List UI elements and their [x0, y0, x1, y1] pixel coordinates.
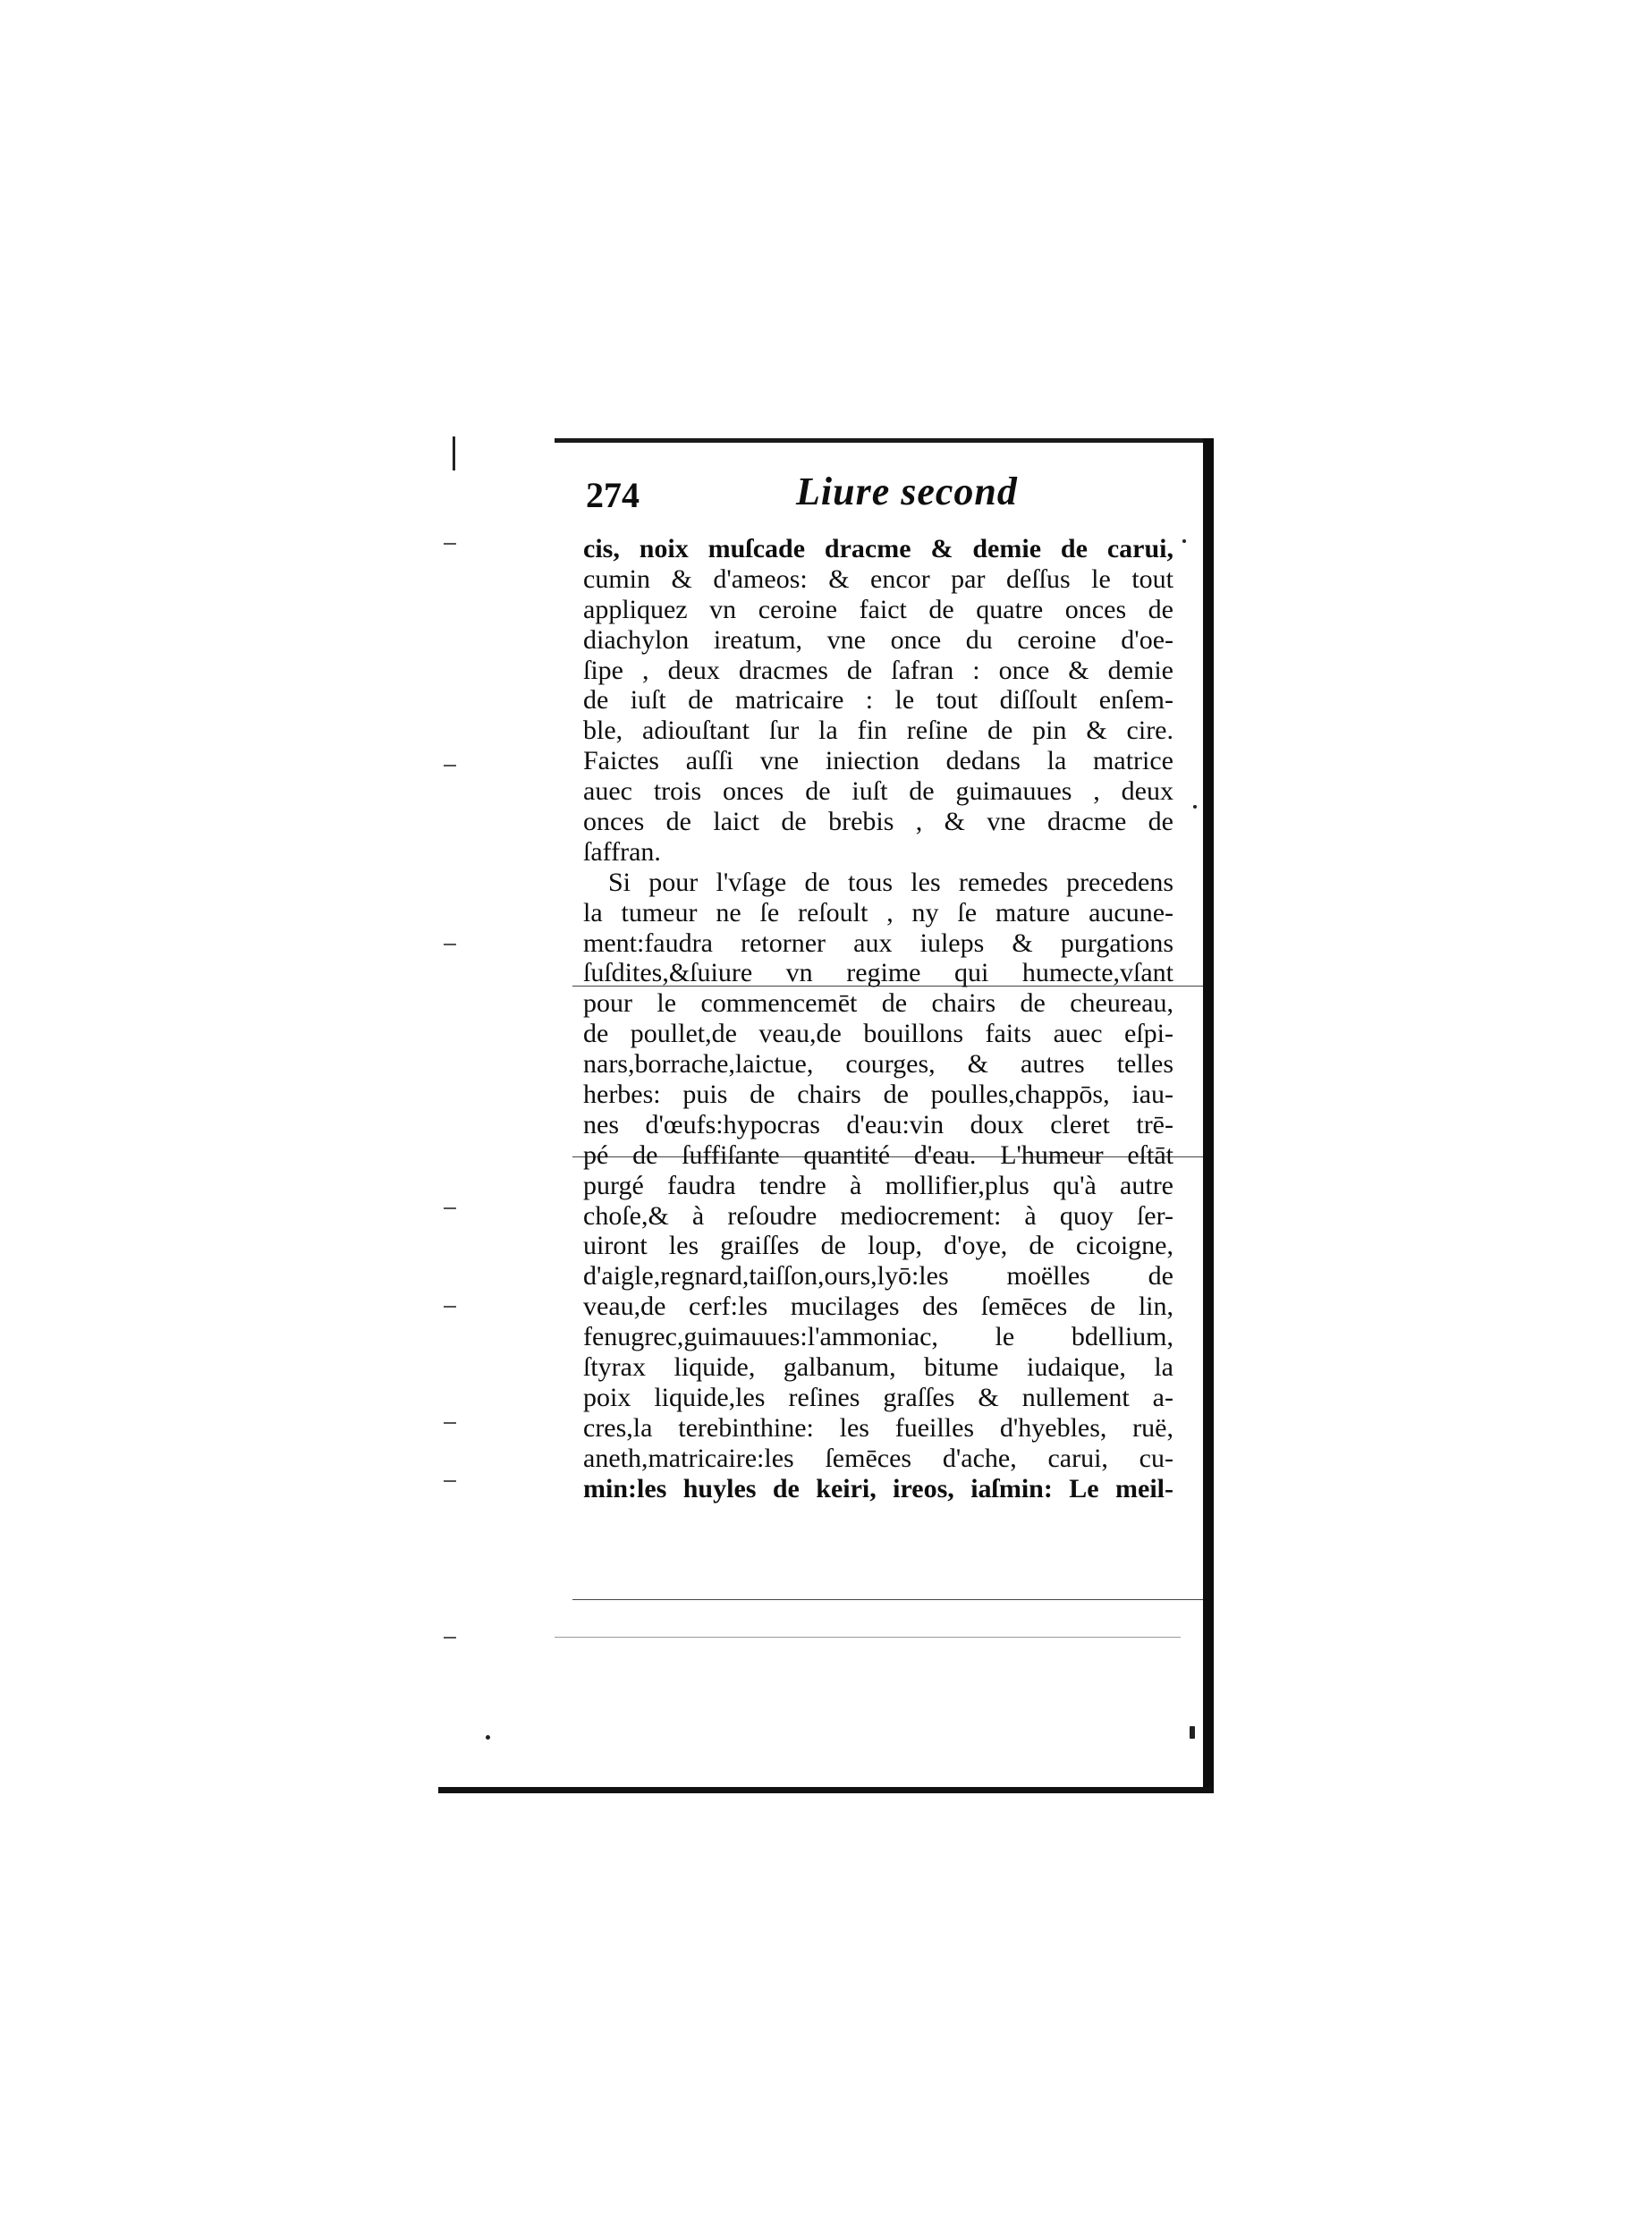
text-line: herbes: puis de chairs de poulles,chappōs, iau-: [583, 1080, 1173, 1110]
text-line: min:les huyles de keiri, ireos, iaſmin: Le meil-: [583, 1473, 1173, 1503]
text-line: cis, noix muſcade dracme & demie de carui,: [583, 534, 1173, 563]
text-line: cres,la terebinthine: les fueilles d'hyebles, ruë,: [583, 1412, 1173, 1443]
margin-mark: [444, 944, 456, 945]
text-line: ſipe , deux dracmes de ſafran : once & demie: [583, 655, 1173, 685]
text-line: Faictes auſſi vne iniection dedans la matrice: [583, 746, 1173, 776]
scan-speck: [1190, 1726, 1195, 1739]
text-line: Si pour l'vſage de tous les remedes precedens: [608, 867, 1173, 897]
margin-mark: [444, 1306, 456, 1308]
text-line: choſe,& à reſoudre mediocrement: à quoy ſer-: [583, 1200, 1173, 1231]
text-line: fenugrec,guimauues:l'ammoniac, le bdellium,: [583, 1322, 1173, 1352]
text-line: ſuſdites,&ſuiure vn regime qui humecte,vſant: [583, 958, 1173, 988]
scan-speck: [1182, 539, 1186, 543]
margin-mark: [444, 765, 456, 767]
text-line: veau,de cerf:les mucilages des ſemēces de lin,: [583, 1292, 1173, 1322]
text-line: ble, adiouſtant ſur la fin reſine de pin & cire.: [583, 716, 1173, 746]
text-line: pé de ſuffiſante quantité d'eau. L'humeur eſtāt: [583, 1139, 1173, 1170]
text-line: auec trois onces de iuſt de guimauues , deux: [583, 776, 1173, 807]
scan-speck: [1193, 805, 1197, 809]
text-line: ſaffran.: [583, 836, 661, 867]
text-line: uiront les graiſſes de loup, d'oye, de cicoigne,: [583, 1231, 1173, 1261]
margin-mark: [444, 1637, 456, 1639]
text-line: poix liquide,les reſines graſſes & nullement a-: [583, 1382, 1173, 1412]
margin-mark: [444, 543, 456, 545]
scan-frame-right: [1203, 438, 1214, 1793]
margin-mark: [444, 1207, 456, 1209]
text-line: onces de laict de brebis , & vne dracme de: [583, 807, 1173, 837]
ruled-line: [555, 1637, 1181, 1638]
margin-mark: [444, 1480, 456, 1482]
scan-frame-bottom: [438, 1787, 1212, 1793]
ruled-line: [572, 1599, 1203, 1600]
text-line: nes d'œufs:hypocras d'eau:vin doux cleret trē-: [583, 1109, 1173, 1139]
running-title: Liure second: [796, 470, 1018, 513]
text-line: ment:faudra retorner aux iuleps & purgations: [583, 927, 1173, 958]
scan-speck: [486, 1735, 490, 1740]
text-line: nars,borrache,laictue, courges, & autres telles: [583, 1049, 1173, 1080]
running-head: [586, 470, 1158, 528]
scan-frame-top: [555, 438, 1212, 443]
text-line: de poullet,de veau,de bouillons faits auec eſpi-: [583, 1019, 1173, 1049]
text-line: d'aigle,regnard,taiſſon,ours,lyō:les moëlles de: [583, 1261, 1173, 1292]
text-line: cumin & d'ameos: & encor par deſſus le tout: [583, 563, 1173, 594]
text-line: purgé faudra tendre à mollifier,plus qu'à autre: [583, 1170, 1173, 1200]
margin-mark: [444, 1422, 456, 1424]
text-line: diachylon ireatum, vne once du ceroine d'oe-: [583, 624, 1173, 655]
text-line: aneth,matricaire:les ſemēces d'ache, carui, cu-: [583, 1443, 1173, 1473]
page-number: 274: [586, 475, 640, 515]
body-text: [583, 534, 1173, 1504]
text-line: appliquez vn ceroine faict de quatre onces de: [583, 594, 1173, 624]
text-line: de iuſt de matricaire : le tout diſſoult enſem-: [583, 685, 1173, 716]
text-line: pour le commencemēt de chairs de cheureau,: [583, 988, 1173, 1019]
text-line: ſtyrax liquide, galbanum, bitume iudaique, la: [583, 1352, 1173, 1383]
text-line: la tumeur ne ſe reſoult , ny ſe mature aucune-: [583, 897, 1173, 927]
scan-mark-left: [453, 436, 455, 470]
